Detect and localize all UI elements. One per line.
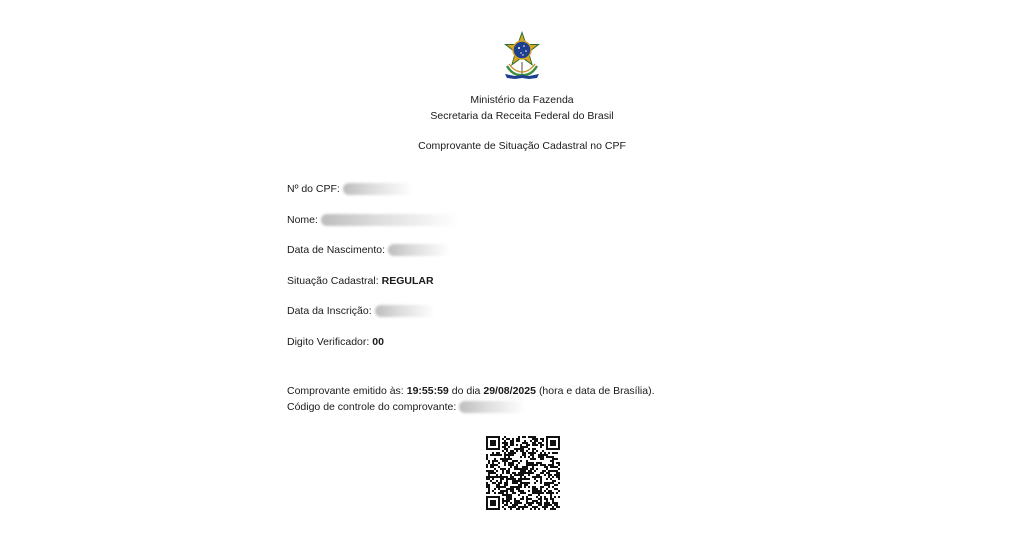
qr-code-icon — [486, 436, 560, 510]
emission-prefix: Comprovante emitido às: — [287, 385, 404, 397]
control-code-line — [287, 401, 525, 413]
digito-value: 00 — [372, 336, 384, 348]
cpf-redacted-value — [343, 183, 413, 195]
nome-field — [287, 214, 459, 226]
inscricao-field — [287, 305, 435, 317]
cpf-label: Nº do CPF: — [287, 183, 340, 195]
inscricao-label: Data da Inscrição: — [287, 305, 372, 317]
cpf-field — [287, 183, 413, 195]
nascimento-label: Data de Nascimento: — [287, 244, 386, 256]
emission-line — [287, 385, 655, 397]
control-code-redacted-value — [459, 401, 525, 413]
emission-time: 19:55:59 — [406, 385, 449, 397]
nome-redacted-value — [321, 214, 459, 226]
nascimento-field — [287, 244, 450, 256]
brazil-coat-of-arms-icon — [499, 30, 545, 80]
secretaria-name: Secretaria da Receita Federal do Brasil — [430, 110, 614, 122]
emission-date: 29/08/2025 — [483, 385, 536, 397]
digito-label: Digito Verificador: — [287, 336, 370, 348]
situacao-label: Situação Cadastral: — [287, 275, 379, 287]
emission-suffix: (hora e data de Brasília). — [538, 385, 655, 397]
nome-label: Nome: — [287, 214, 318, 226]
emission-middle: do dia — [451, 385, 481, 397]
situacao-value: REGULAR — [381, 275, 434, 287]
digito-field — [287, 336, 384, 348]
control-code-label: Código de controle do comprovante: — [287, 401, 457, 413]
document-title: Comprovante de Situação Cadastral no CPF — [418, 140, 626, 152]
nascimento-redacted-value — [388, 244, 450, 256]
inscricao-redacted-value — [375, 305, 435, 317]
ministry-name: Ministério da Fazenda — [470, 94, 574, 106]
situacao-field — [287, 275, 434, 287]
